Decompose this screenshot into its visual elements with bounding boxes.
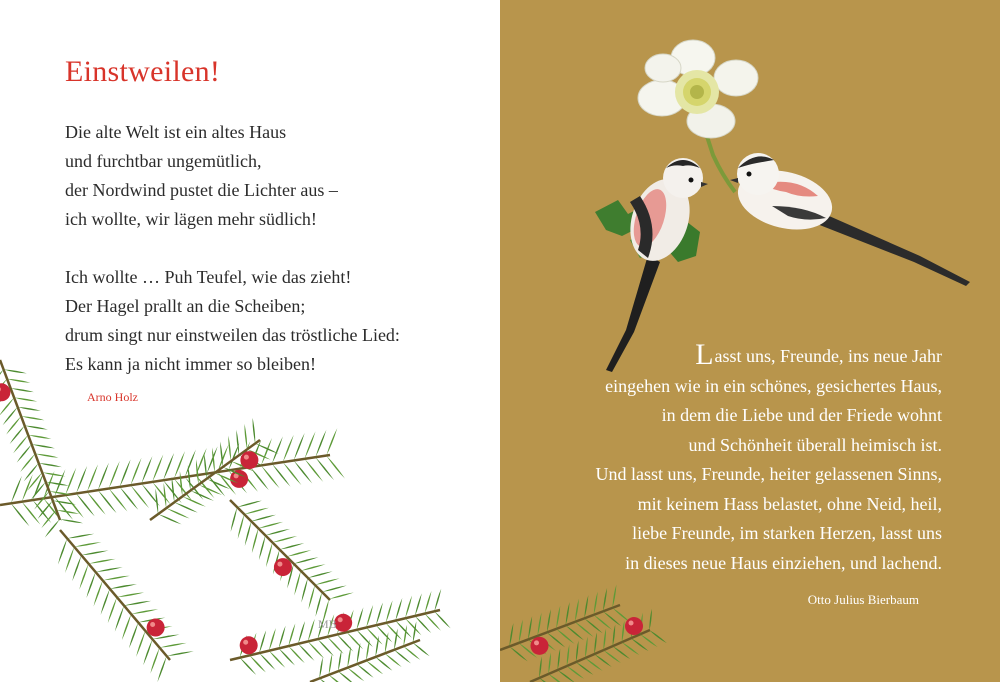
right-page [500,0,1000,682]
poem-line: Die alte Welt ist ein altes Haus [65,122,287,142]
poem-line: in dieses neue Haus einziehen, und lachend. [625,552,942,573]
poem-line [596,338,942,372]
poem-line: und furchtbar ungemütlich, [65,151,262,171]
poem-line: liebe Freunde, im starken Herzen, lasst uns [632,523,942,543]
poem-line: ich wollte, wir lägen mehr südlich! [65,209,317,229]
drop-cap: L [695,338,714,371]
left-bird [606,158,708,372]
poem-line: und Schönheit überall heimisch ist. [688,434,942,455]
poem-line: Ich wollte … Puh Teufel, wie das zieht! [65,267,352,287]
poem-line: Der Hagel prallt an die Scheiben; [65,296,306,316]
poem-title: Einstweilen! [65,55,221,88]
illustrator-signature: MB [318,617,337,631]
birds-illustration [500,0,1000,682]
poem-line: eingehen wie in ein schönes, gesichertes Haus, [605,375,942,396]
poem-line: der Nordwind pustet die Lichter aus – [65,180,338,200]
poem-line: mit keinem Hass belastet, ohne Neid, heil, [637,493,942,514]
first-line-text: asst uns, Freunde, ins neue Jahr [714,346,942,366]
poem-author: Arno Holz [87,390,138,404]
poem-author: Otto Julius Bierbaum [807,592,919,607]
right-bird [730,153,970,286]
poem-line: Es kann ja nicht immer so bleiben! [65,354,316,374]
poem-line: in dem die Liebe und der Friede wohnt [661,405,942,425]
poem-line: drum singt nur einstweilen das tröstliche Lied: [65,325,400,345]
poem-line: Und lasst uns, Freunde, heiter gelassenen Sinns, [595,464,942,484]
poem-neujahr [595,338,942,578]
christmas-rose-flower [638,40,758,138]
yew-branches [500,585,667,682]
yew-branches [0,360,451,682]
